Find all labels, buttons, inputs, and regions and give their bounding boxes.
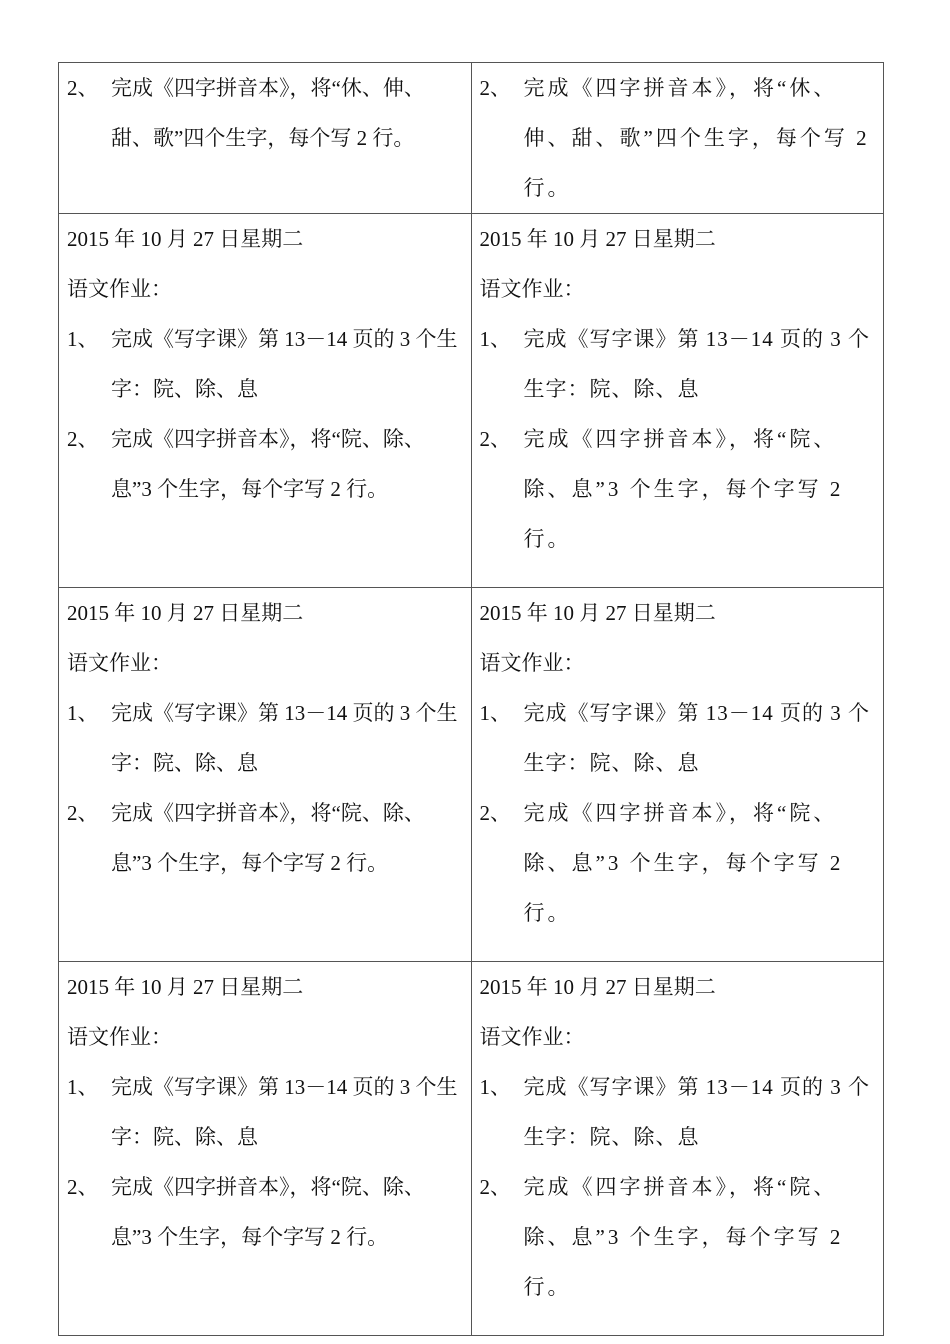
homework-cell bbox=[471, 588, 884, 962]
homework-item bbox=[67, 688, 463, 788]
subject-line: 语文作业： bbox=[67, 1025, 172, 1049]
homework-cell bbox=[471, 962, 884, 1336]
item-number: 2、 bbox=[67, 427, 99, 451]
item-text: 完成《四字拼音本》，将“院、除、息”3 个生字，每个字写 2 行。 bbox=[111, 801, 425, 875]
table-row bbox=[59, 214, 884, 588]
homework-item bbox=[67, 314, 463, 414]
subject-line: 语文作业： bbox=[479, 277, 585, 301]
homework-item bbox=[67, 1062, 463, 1162]
date-line: 2015 年 10 月 27 日星期二 bbox=[67, 975, 304, 999]
table-row bbox=[59, 588, 884, 962]
item-number: 2、 bbox=[67, 801, 99, 825]
subject-line: 语文作业： bbox=[67, 651, 172, 675]
homework-cell bbox=[59, 63, 472, 214]
subject-line: 语文作业： bbox=[479, 1025, 585, 1049]
date-line: 2015 年 10 月 27 日星期二 bbox=[479, 601, 716, 625]
homework-cell bbox=[59, 588, 472, 962]
item-number: 1、 bbox=[67, 701, 99, 725]
item-number: 2、 bbox=[479, 1175, 511, 1199]
item-text: 完成《四字拼音本》，将“院、除、息”3 个生字，每个字写 2 行。 bbox=[523, 427, 844, 551]
item-number: 2、 bbox=[479, 801, 511, 825]
homework-item bbox=[67, 1162, 463, 1262]
homework-item bbox=[480, 788, 876, 938]
homework-item bbox=[67, 788, 463, 888]
homework-cell bbox=[59, 214, 472, 588]
homework-cell bbox=[471, 63, 884, 214]
item-number: 1、 bbox=[479, 701, 511, 725]
item-text: 完成《四字拼音本》，将“院、除、息”3 个生字，每个字写 2 行。 bbox=[523, 1175, 844, 1299]
item-number: 1、 bbox=[67, 1075, 99, 1099]
homework-item bbox=[480, 688, 876, 788]
item-text: 完成《写字课》第 13－14 页的 3 个生字：院、除、息 bbox=[111, 327, 458, 401]
item-text: 完成《写字课》第 13－14 页的 3 个生字：院、除、息 bbox=[523, 327, 870, 401]
homework-item bbox=[480, 314, 876, 414]
homework-item bbox=[67, 63, 463, 163]
item-text: 完成《四字拼音本》，将“院、除、息”3 个生字，每个字写 2 行。 bbox=[111, 1175, 425, 1249]
homework-item bbox=[480, 1062, 876, 1162]
item-text: 完成《写字课》第 13－14 页的 3 个生字：院、除、息 bbox=[111, 1075, 458, 1149]
subject-line: 语文作业： bbox=[67, 277, 172, 301]
subject-line: 语文作业： bbox=[479, 651, 585, 675]
table-row bbox=[59, 962, 884, 1336]
item-number: 2、 bbox=[67, 1175, 99, 1199]
homework-cell bbox=[471, 214, 884, 588]
table-row bbox=[59, 63, 884, 214]
date-line: 2015 年 10 月 27 日星期二 bbox=[479, 227, 716, 251]
item-text: 完成《四字拼音本》，将“院、除、息”3 个生字，每个字写 2 行。 bbox=[523, 801, 844, 925]
date-line: 2015 年 10 月 27 日星期二 bbox=[67, 227, 304, 251]
item-text: 完成《四字拼音本》，将“休、伸、甜、歌”四个生字，每个写 2 行。 bbox=[111, 76, 425, 150]
homework-item bbox=[67, 414, 463, 514]
item-number: 1、 bbox=[479, 327, 511, 351]
date-line: 2015 年 10 月 27 日星期二 bbox=[67, 601, 304, 625]
date-line: 2015 年 10 月 27 日星期二 bbox=[479, 975, 716, 999]
item-number: 2、 bbox=[479, 427, 511, 451]
homework-item bbox=[480, 63, 876, 213]
homework-item bbox=[480, 414, 876, 564]
item-number: 1、 bbox=[479, 1075, 511, 1099]
item-text: 完成《四字拼音本》，将“休、伸、甜、歌”四个生字，每个写 2 行。 bbox=[523, 76, 870, 200]
item-text: 完成《写字课》第 13－14 页的 3 个生字：院、除、息 bbox=[111, 701, 458, 775]
homework-table bbox=[58, 62, 884, 1336]
item-text: 完成《四字拼音本》，将“院、除、息”3 个生字，每个字写 2 行。 bbox=[111, 427, 425, 501]
homework-cell bbox=[59, 962, 472, 1336]
item-text: 完成《写字课》第 13－14 页的 3 个生字：院、除、息 bbox=[523, 1075, 870, 1149]
item-number: 2、 bbox=[479, 76, 511, 100]
item-text: 完成《写字课》第 13－14 页的 3 个生字：院、除、息 bbox=[523, 701, 870, 775]
homework-item bbox=[480, 1162, 876, 1312]
item-number: 2、 bbox=[67, 76, 99, 100]
item-number: 1、 bbox=[67, 327, 99, 351]
